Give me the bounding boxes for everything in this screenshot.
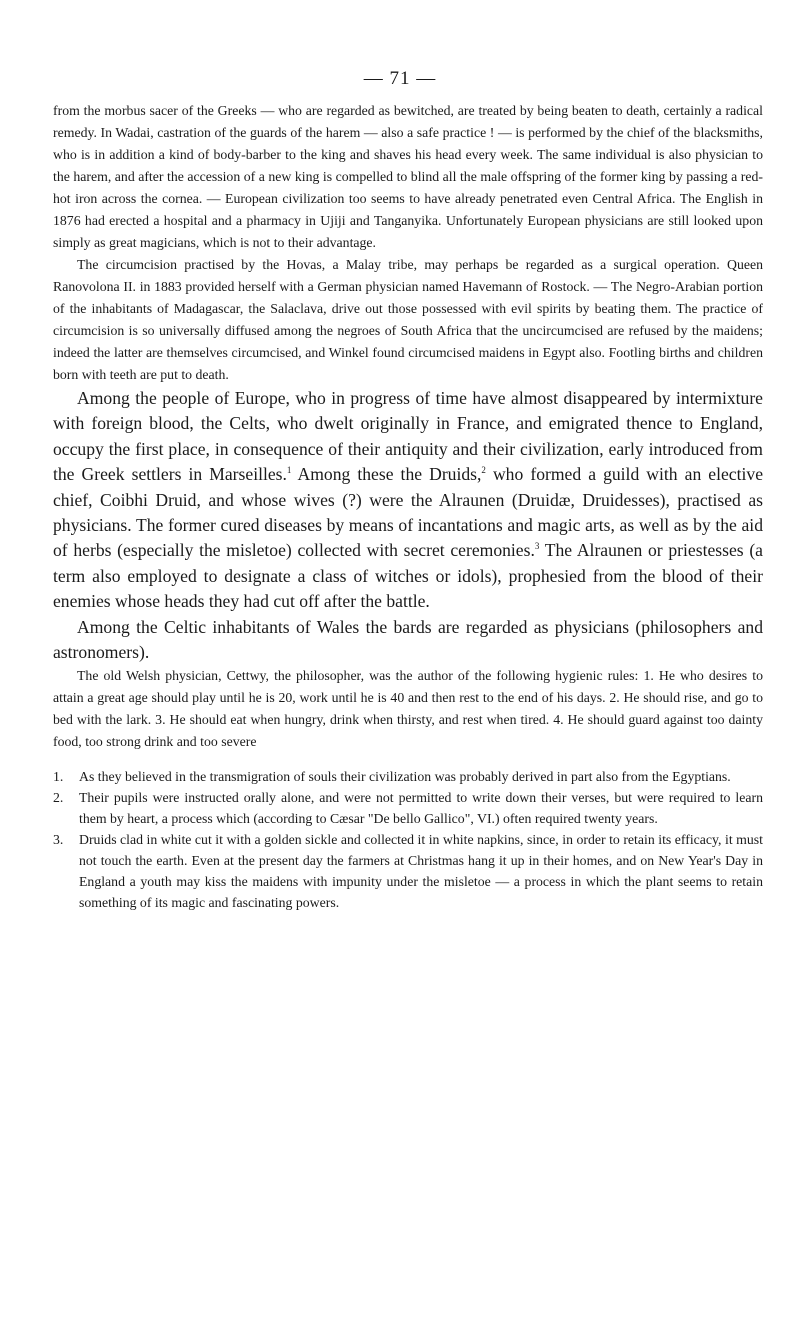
page-number: — 71 — bbox=[363, 68, 437, 89]
footnote-ref-1: 1 bbox=[286, 465, 292, 476]
paragraph-3-text-b: Among these the Druids, bbox=[291, 464, 482, 485]
paragraph-1: from the morbus sacer of the Greeks — who are regarded as bewitched, are treated by being beaten to death, certainly a radical remedy. In Wadai, castration of the guards of the harem — also a safe practice ! — is performed by the chief of the blacksmiths, who is in addition a kind of body-barber to the king and shaves his head every week. The same individual is also physician to the harem, and after the accession of a new king is compelled to blind all the male offspring of the former king by passing a red-hot iron across the cornea. — European civilization too seems to have already penetrated even Central Africa. The English in 1876 had erected a hospital and a pharmacy in Ujiji and Tanganyika. Unfortunately European physicians are still looked upon simply as great magicians, which is not to their advantage. bbox=[53, 103, 763, 250]
footnote-2-text: Their pupils were instructed orally alone, and were not permitted to write down their verses, but were required to learn them by heart, a process which (according to Cæsar "De bello Gallico", VI.) often required twenty years. bbox=[79, 790, 763, 827]
footnote-ref-3: 3 bbox=[534, 541, 540, 552]
paragraph-3 bbox=[53, 386, 763, 615]
footnotes bbox=[53, 766, 763, 913]
footnote-2-number: 2. bbox=[53, 790, 64, 806]
footnote-1-number: 1. bbox=[53, 769, 64, 785]
paragraph-3-text-a: Among the people of Europe, who in progress of time have almost disappeared by intermixture with foreign blood, the Celts, who dwelt originally in France, and emigrated thence to England, occupy the first place, in consequence of their antiquity and their civilization, early introduced from the Greek settlers in Marseilles. bbox=[53, 388, 763, 485]
page-body bbox=[53, 100, 763, 913]
paragraph-5: The old Welsh physician, Cettwy, the philosopher, was the author of the following hygienic rules: 1. He who desires to attain a great age should play until he is 20, work until he is 40 and then rest to the end of his days. 2. He should rise, and go to bed with the lark. 3. He should eat when hungry, drink when thirsty, and rest when tired. 4. He should guard against too dainty food, too strong drink and too severe bbox=[53, 668, 763, 750]
footnote-1 bbox=[53, 766, 763, 787]
paragraph-3-text-d: The Alraunen or priestesses (a term also employed to designate a class of witches or idols), prophesied from the blood of their enemies whose heads they had cut off after the battle. bbox=[53, 540, 763, 612]
footnote-3 bbox=[53, 829, 763, 913]
footnote-3-number: 3. bbox=[53, 832, 64, 848]
footnote-divider bbox=[53, 759, 763, 760]
footnote-3-text: Druids clad in white cut it with a golden sickle and collected it in white napkins, since, in order to retain its efficacy, it must not touch the earth. Even at the present day the farmers at Christmas hang it up in their homes, and on New Year's Day in England a youth may kiss the maidens with impunity under the misletoe — a process in which the plant seems to retain something of its magic and fascinating powers. bbox=[79, 832, 763, 911]
paragraph-3-text-c: who formed a guild with an elective chief, Coibhi Druid, and whose wives (?) were the Alraunen (Druidæ, Druidesses), practised as physicians. The former cured diseases by means of incantations and magic arts, as well as by the aid of herbs (especially the misletoe) collected with secret ceremonies. bbox=[53, 464, 764, 561]
footnote-ref-2: 2 bbox=[481, 465, 486, 476]
paragraph-4: Among the Celtic inhabitants of Wales the bards are regarded as physicians (philosophers and astronomers). bbox=[53, 616, 763, 663]
footnote-2 bbox=[53, 787, 763, 829]
footnote-1-text: As they believed in the transmigration of souls their civilization was probably derived in part also from the Egyptians. bbox=[79, 769, 731, 785]
paragraph-2: The circumcision practised by the Hovas, a Malay tribe, may perhaps be regarded as a surgical operation. Queen Ranovolona II. in 1883 provided herself with a German physician named Havemann of Rostock. — The Negro-Arabian portion of the inhabitants of Madagascar, the Salaclava, drive out those possessed with evil spirits by beating them. The practice of circumcision is so universally diffused among the negroes of South Africa that the uncircumcised are refused by the maidens; indeed the latter are themselves circumcised, and Winkel found circumcised maidens in Egypt also. Footling births and children born with teeth are put to death. bbox=[53, 257, 763, 382]
